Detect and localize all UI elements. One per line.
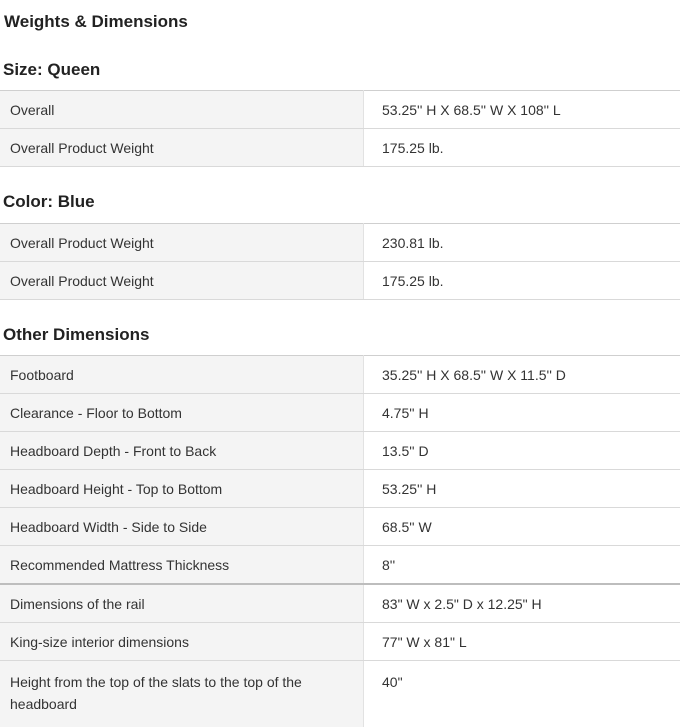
table-row xyxy=(0,432,680,470)
table-row xyxy=(0,129,680,167)
spec-label: Overall xyxy=(0,91,364,129)
spec-value: 53.25'' H xyxy=(364,470,680,508)
spec-value: 175.25 lb. xyxy=(364,129,680,167)
table-row xyxy=(0,224,680,262)
section-title-size: Size: Queen xyxy=(3,60,100,80)
table-row xyxy=(0,356,680,394)
table-row xyxy=(0,623,680,661)
table-row xyxy=(0,394,680,432)
spec-value: 8'' xyxy=(364,546,680,585)
table-row xyxy=(0,508,680,546)
table-row xyxy=(0,470,680,508)
spec-table-size xyxy=(0,90,680,167)
spec-value: 40" xyxy=(364,661,680,727)
page-title: Weights & Dimensions xyxy=(4,12,188,32)
table-row xyxy=(0,584,680,623)
spec-label: Footboard xyxy=(0,356,364,394)
spec-value: 77" W x 81" L xyxy=(364,623,680,661)
spec-label: Headboard Depth - Front to Back xyxy=(0,432,364,470)
spec-label: Dimensions of the rail xyxy=(0,584,364,623)
spec-value: 83" W x 2.5" D x 12.25" H xyxy=(364,584,680,623)
table-row xyxy=(0,262,680,300)
spec-label: Recommended Mattress Thickness xyxy=(0,546,364,585)
spec-value: 175.25 lb. xyxy=(364,262,680,300)
table-row xyxy=(0,546,680,585)
spec-label: Overall Product Weight xyxy=(0,224,364,262)
spec-label: Height from the top of the slats to the top of the headboard xyxy=(0,661,364,727)
section-title-color: Color: Blue xyxy=(3,192,95,212)
spec-label: King-size interior dimensions xyxy=(0,623,364,661)
spec-value: 13.5'' D xyxy=(364,432,680,470)
spec-value: 4.75'' H xyxy=(364,394,680,432)
spec-label: Headboard Height - Top to Bottom xyxy=(0,470,364,508)
spec-label: Headboard Width - Side to Side xyxy=(0,508,364,546)
section-title-other-dimensions: Other Dimensions xyxy=(3,325,149,345)
table-row xyxy=(0,91,680,129)
spec-value: 230.81 lb. xyxy=(364,224,680,262)
spec-label: Overall Product Weight xyxy=(0,262,364,300)
table-row xyxy=(0,661,680,727)
spec-value: 53.25'' H X 68.5'' W X 108'' L xyxy=(364,91,680,129)
spec-table-other-dimensions xyxy=(0,355,680,727)
spec-table-color xyxy=(0,223,680,300)
spec-label: Clearance - Floor to Bottom xyxy=(0,394,364,432)
spec-value: 68.5'' W xyxy=(364,508,680,546)
spec-label: Overall Product Weight xyxy=(0,129,364,167)
spec-value: 35.25'' H X 68.5'' W X 11.5'' D xyxy=(364,356,680,394)
